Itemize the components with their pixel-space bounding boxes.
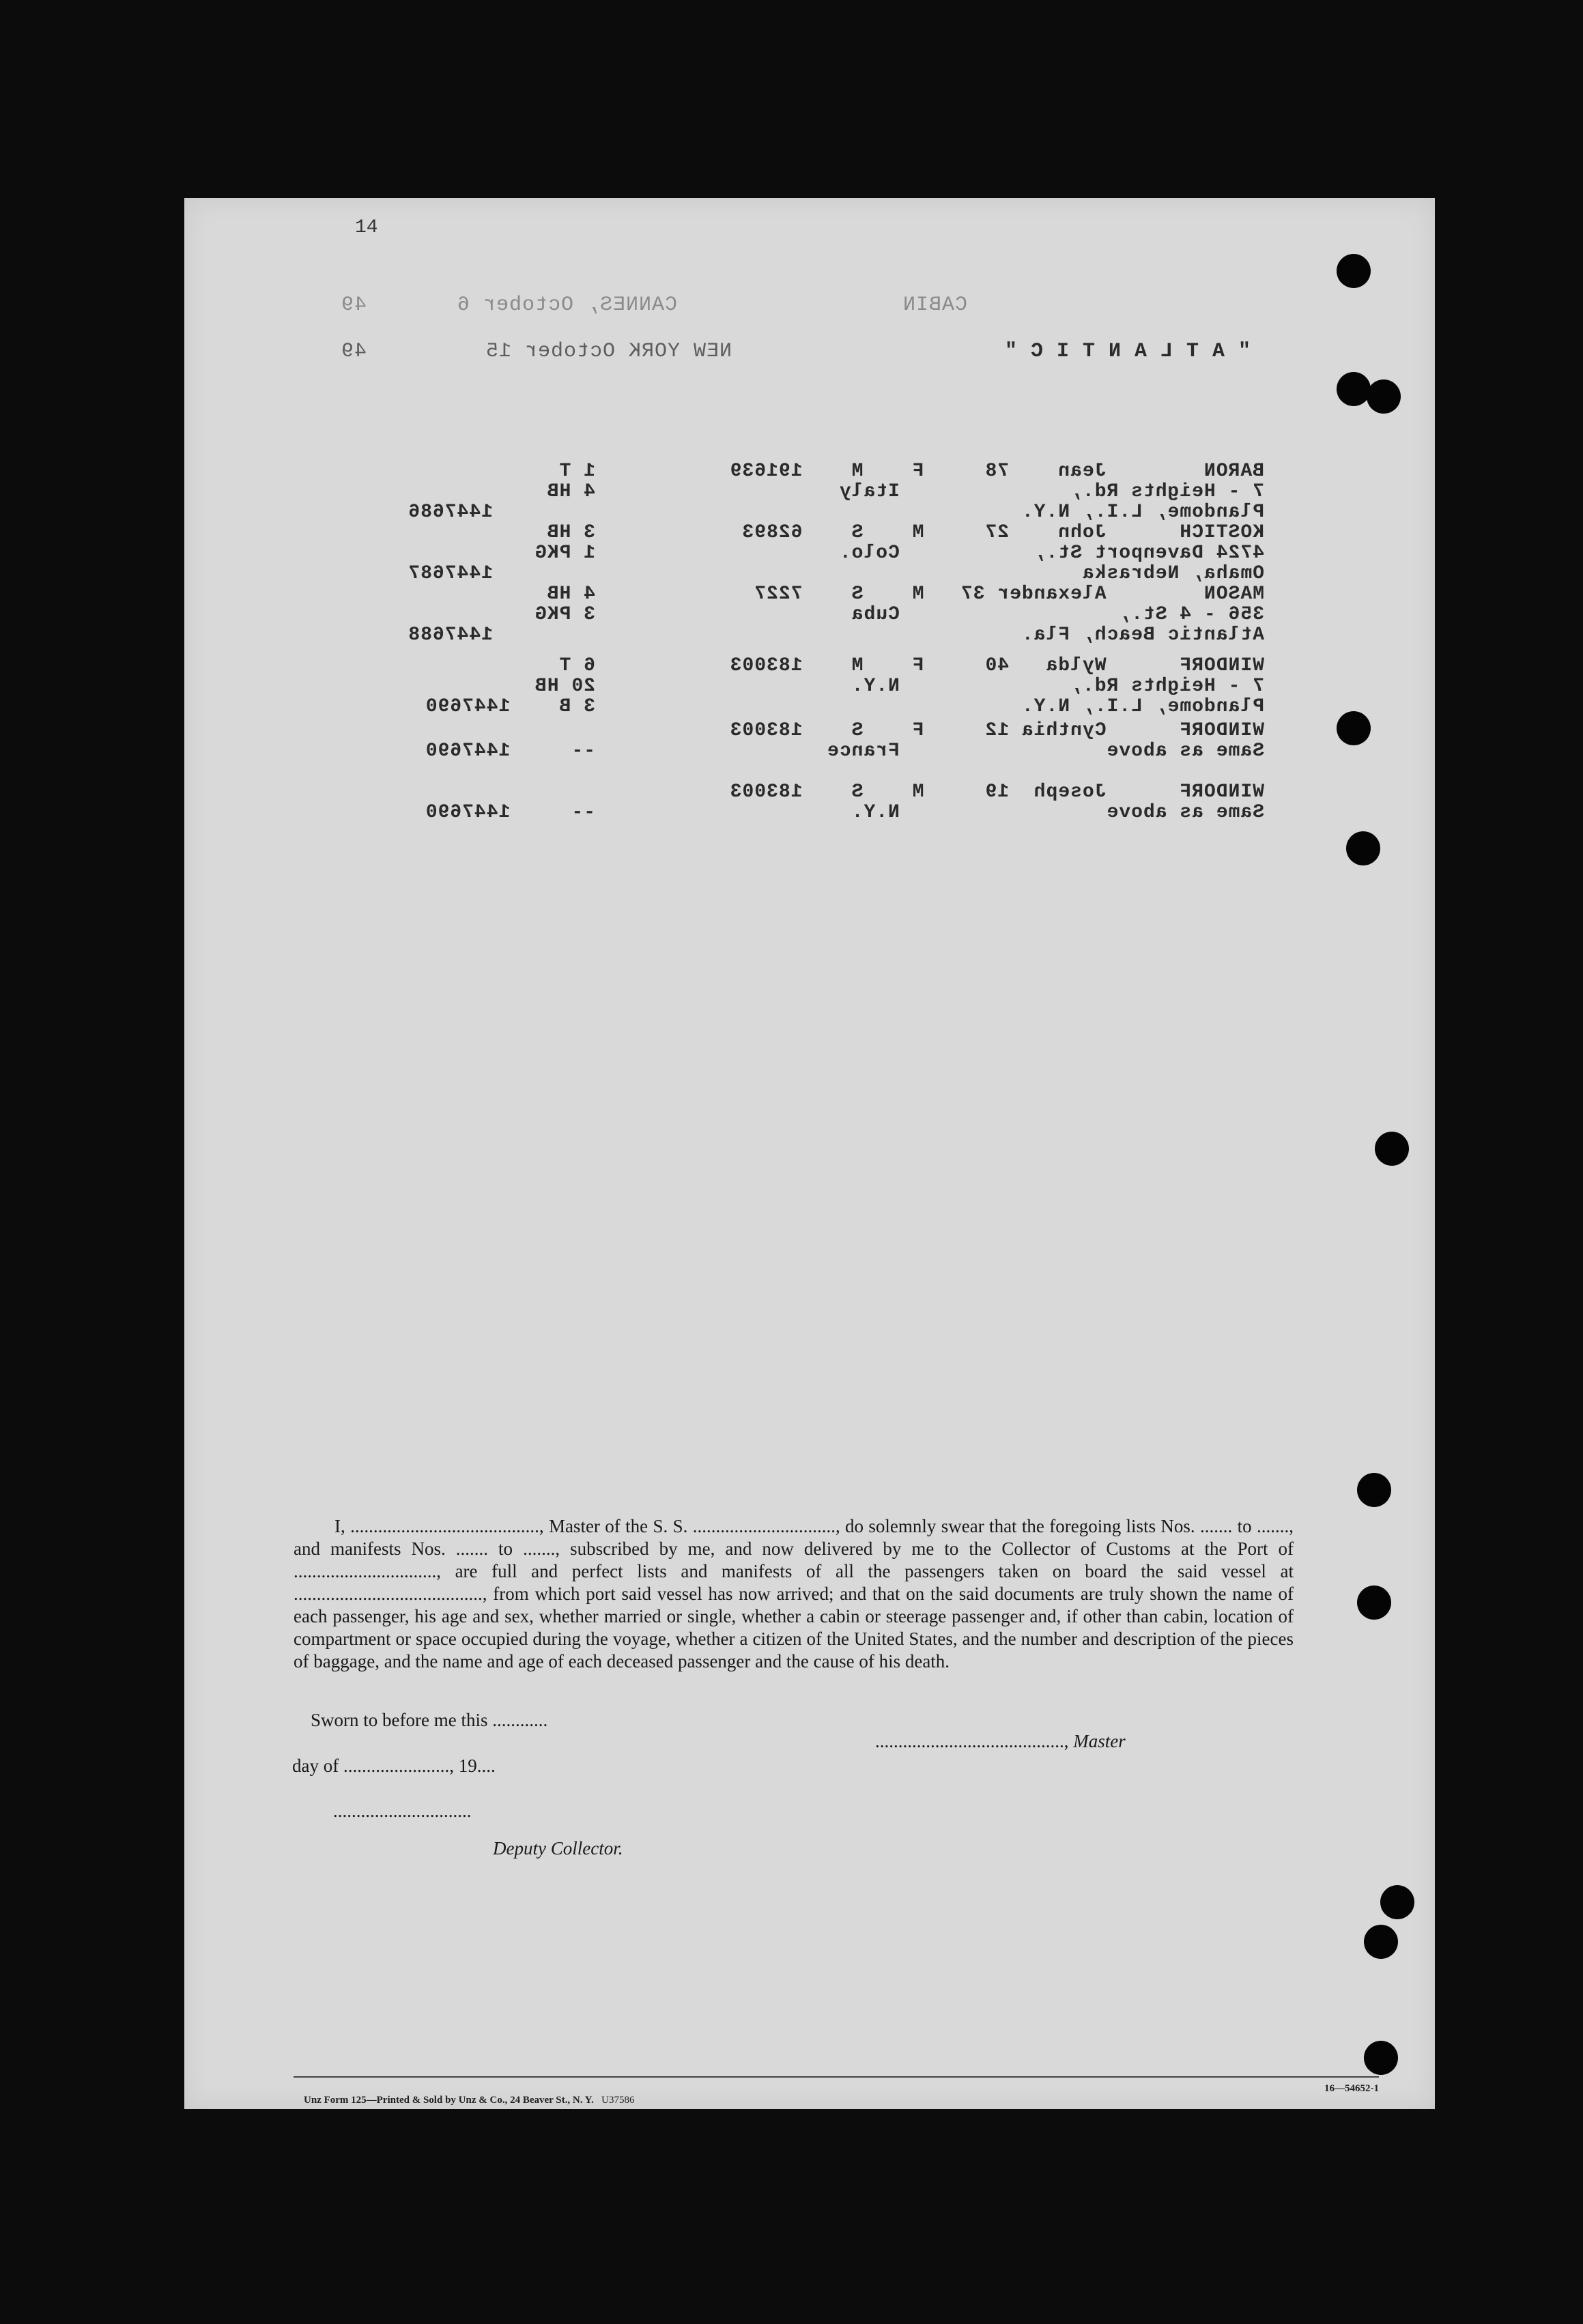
bleed-row-left: Plandome, L.I., N.Y. (1021, 696, 1264, 717)
bleed-row-left: KOSTICH John 27 M S 62893 (741, 522, 1264, 543)
bleed-row-left: WINDORF Wylda 40 F M 183003 (729, 655, 1264, 676)
bleed-row-right: 1447687 (408, 563, 493, 584)
bleed-row-right: 4 HB (546, 584, 595, 605)
page-number: 14 (355, 217, 378, 238)
bleed-port-arrival: NEW YORK October 15 (485, 340, 732, 363)
bleed-row-right: 1 PKG (534, 543, 595, 564)
punch-hole-7 (1357, 1473, 1391, 1507)
bleed-port-departure: CANNES, October 6 (456, 293, 677, 317)
bleed-row-left: 7 - Heights Rd., Italy (838, 481, 1264, 502)
bleed-through-area (184, 198, 1435, 880)
bleed-row-left: Omaha, Nebraska (1081, 563, 1264, 584)
bleed-row-right: 1 T (558, 461, 595, 482)
bleed-row-left: Same as above N.Y. (851, 802, 1264, 823)
punch-hole-3 (1367, 379, 1401, 414)
punch-hole-6 (1375, 1132, 1409, 1166)
day-of-line: day of ......................., 19.... (292, 1755, 496, 1776)
bleed-row-left: MASON Alexander 37 M S 7227 (754, 584, 1264, 605)
bleed-row-left: Plandome, L.I., N.Y. (1021, 502, 1264, 523)
footer-rule (294, 2076, 1379, 2078)
bleed-row-right: 4 HB (546, 481, 595, 502)
punch-hole-11 (1364, 2041, 1398, 2075)
punch-hole-5 (1346, 831, 1380, 865)
bleed-row-left: 7 - Heights Rd., N.Y. (851, 676, 1264, 697)
footer-right: 16—54652-1 (1324, 2083, 1379, 2094)
bleed-row-left: BARON Jean 78 F M 191639 (729, 461, 1264, 482)
footer-code: U37586 (601, 2095, 635, 2106)
bleed-row-right: -- 1447690 (425, 741, 595, 762)
punch-hole-2 (1337, 372, 1371, 406)
manifest-page (184, 198, 1435, 2109)
bleed-cabin: CABIN (902, 293, 967, 317)
bleed-row-left: WINDORF Cynthia 12 F S 183003 (729, 720, 1264, 741)
bleed-row-right: 6 T (558, 655, 595, 676)
punch-hole-8 (1357, 1586, 1391, 1620)
master-signature-line (857, 1710, 1126, 1773)
bleed-left-number: 49 (340, 340, 367, 363)
bleed-left-number-top: 49 (340, 293, 367, 317)
collector-label: Deputy Collector. (493, 1838, 623, 1859)
bleed-ship-name: " A T L A N T I C " (1003, 340, 1251, 363)
bleed-row-left: 356 - 4 St., Cuba (851, 604, 1264, 625)
punch-hole-10 (1364, 1925, 1398, 1959)
punch-hole-9 (1380, 1885, 1414, 1919)
bleed-row-right: 20 HB (534, 676, 595, 697)
punch-hole-4 (1337, 711, 1371, 745)
bleed-row-right: -- 1447690 (425, 802, 595, 823)
oath-text (294, 1515, 1294, 1673)
bleed-row-right: 1447686 (408, 502, 493, 523)
master-dots: ........................................., (875, 1731, 1074, 1751)
footer-printer: Unz Form 125—Printed & Sold by Unz & Co., 24 Beaver St., N. Y. (304, 2095, 594, 2106)
bleed-row-right: 1447688 (408, 625, 493, 646)
bleed-row-right: 3 PKG (534, 604, 595, 625)
collector-label-wrap (474, 1817, 623, 1880)
bleed-row-right: 3 B 1447690 (425, 696, 595, 717)
sworn-line: Sworn to before me this ............ (311, 1710, 548, 1730)
bleed-row-left: 4724 Davenport St., Colo. (838, 543, 1264, 564)
oath-paragraph: I, ........................................., Master of the S. S. ..............................., do solemnly swear that the foregoing lists Nos. ....... to ......., and manifests Nos. ....... to ......., subscribed by me, and now delivered by me to the Collector of Customs at the Port of ..............................., are full and perfect lists and manifests of all the passengers taken on board the said vessel at ........................................., from which port said vessel has now arrived; and that on the said documents are truly shown the name of each passenger, his age and sex, whether married or single, whether a cabin or steerage passenger and, if other than cabin, location of compartment or space occupied during the voyage, whether a citizen of the United States, and the number and description of the pieces of baggage, and the name and age of each deceased passenger and the cause of his death. (294, 1516, 1294, 1672)
bleed-row-right: 3 HB (546, 522, 595, 543)
bleed-row-left: WINDORF Joseph 19 M S 183003 (729, 781, 1264, 803)
footer-left (294, 2083, 634, 2118)
bleed-row-left: Same as above France (827, 741, 1264, 762)
master-label: Master (1073, 1731, 1126, 1751)
punch-hole-1 (1337, 254, 1371, 288)
bleed-row-left: Atlantic Beach, Fla. (1021, 625, 1264, 646)
collector-dots: .............................. (333, 1801, 472, 1821)
